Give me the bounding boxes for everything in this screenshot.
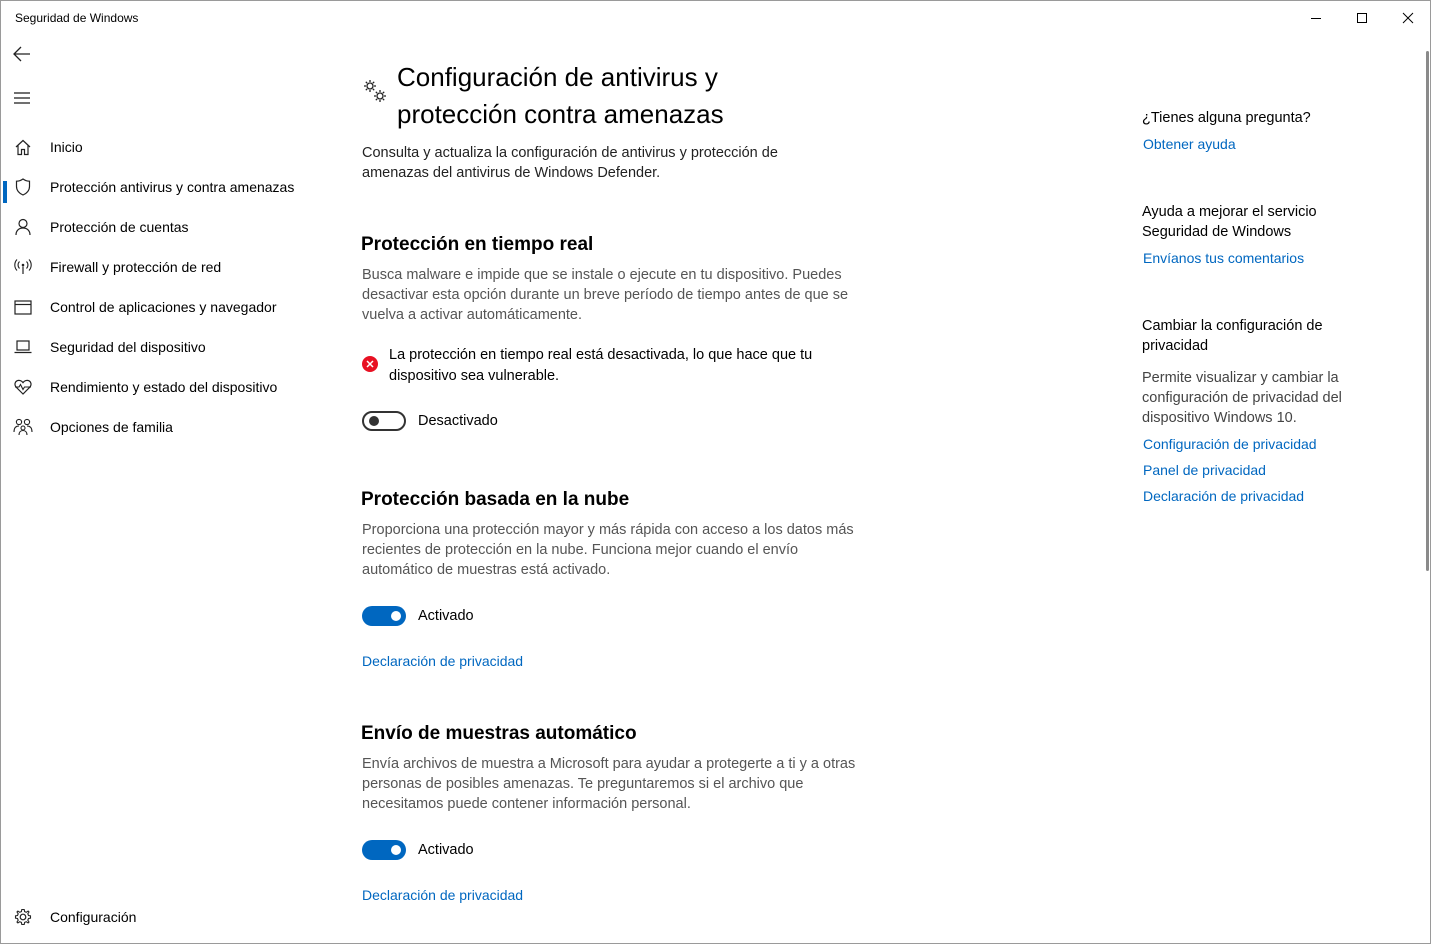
privacy-description: Permite visualizar y cambiar la configuración de privacidad del dispositivo Windows 10.	[1142, 370, 1342, 426]
back-button[interactable]	[9, 41, 35, 67]
minimize-button[interactable]	[1293, 1, 1339, 35]
page-title: Configuración de antivirus y protección contra amenazas	[397, 62, 724, 129]
heart-pulse-icon	[13, 378, 33, 396]
close-icon	[1402, 12, 1414, 24]
page-description: Consulta y actualiza la configuración de antivirus y protección de amenazas del antivirus de Windows Defender.	[362, 145, 778, 181]
realtime-toggle-label: Desactivado	[418, 413, 498, 429]
privacy-heading: Cambiar la configuración de privacidad	[1142, 318, 1323, 354]
improve-text: Ayuda a mejorar el servicio Seguridad de Windows	[1142, 204, 1317, 240]
privacy-dashboard-link[interactable]: Panel de privacidad	[1143, 462, 1266, 478]
hamburger-icon	[13, 91, 31, 105]
section-title-cloud: Protección basada en la nube	[361, 489, 630, 510]
sidebar-item-device-security[interactable]	[1, 327, 331, 367]
privacy-statement-link[interactable]: Declaración de privacidad	[1143, 488, 1305, 504]
warning-text: La protección en tiempo real está desactivada, lo que hace que tu dispositivo sea vulnerable.	[389, 347, 813, 384]
get-help-link[interactable]: Obtener ayuda	[1143, 136, 1236, 152]
toggle-knob	[369, 416, 379, 426]
section-description-cloud: Proporciona una protección mayor y más rápida con acceso a los datos más recientes de protección en la nube. Funciona mejor cuando el envío automático de muestras está activado.	[362, 522, 854, 578]
sidebar-item-cuentas[interactable]	[1, 207, 331, 247]
minimize-icon	[1310, 12, 1322, 24]
sidebar-item-label: Control de aplicaciones y navegador	[50, 299, 277, 315]
title-bar	[1, 1, 1430, 35]
samples-toggle-label: Activado	[418, 842, 474, 858]
realtime-protection-toggle[interactable]	[362, 411, 406, 431]
gears-icon	[361, 77, 389, 105]
maximize-button[interactable]	[1339, 1, 1385, 35]
sidebar-item-label: Protección antivirus y contra amenazas	[50, 179, 295, 195]
close-button[interactable]	[1385, 1, 1431, 35]
wifi-signal-icon	[13, 258, 33, 276]
selection-indicator	[3, 181, 7, 203]
sidebar-item-label: Opciones de familia	[50, 419, 173, 435]
shield-icon	[13, 178, 33, 196]
vertical-scrollbar[interactable]	[1424, 47, 1430, 927]
feedback-link[interactable]: Envíanos tus comentarios	[1143, 250, 1305, 266]
sidebar-item-label: Firewall y protección de red	[50, 259, 222, 275]
sidebar-item-inicio[interactable]	[1, 127, 331, 167]
section-title-samples: Envío de muestras automático	[361, 723, 637, 744]
toggle-knob	[391, 845, 401, 855]
help-question: ¿Tienes alguna pregunta?	[1142, 110, 1311, 126]
sidebar-item-label: Rendimiento y estado del dispositivo	[50, 379, 278, 395]
sidebar-item-label: Protección de cuentas	[50, 219, 189, 235]
app-title: Seguridad de Windows	[15, 11, 139, 25]
scrollbar-thumb[interactable]	[1426, 51, 1429, 571]
sidebar-item-label: Seguridad del dispositivo	[50, 339, 206, 355]
family-icon	[13, 418, 33, 436]
cloud-toggle-label: Activado	[418, 608, 474, 624]
app-window-icon	[13, 298, 33, 316]
hamburger-menu-button[interactable]	[9, 85, 35, 111]
toggle-knob	[391, 611, 401, 621]
cloud-privacy-link[interactable]: Declaración de privacidad	[362, 653, 524, 669]
laptop-icon	[13, 338, 33, 356]
privacy-settings-link[interactable]: Configuración de privacidad	[1143, 436, 1317, 452]
sidebar-item-label: Inicio	[50, 139, 83, 155]
cloud-protection-toggle[interactable]	[362, 606, 406, 626]
section-description-realtime: Busca malware e impide que se instale o ejecute en tu dispositivo. Puedes desactivar esta opción durante un breve período de tiempo antes de que se vuelva a activar automáticamente.	[362, 267, 849, 323]
maximize-icon	[1356, 12, 1368, 24]
section-title-realtime: Protección en tiempo real	[361, 234, 594, 255]
sidebar-item-performance[interactable]	[1, 367, 331, 407]
sidebar-item-app-control[interactable]	[1, 287, 331, 327]
sample-submission-toggle[interactable]	[362, 840, 406, 860]
back-arrow-icon	[13, 46, 31, 62]
sidebar-item-antivirus[interactable]	[1, 167, 331, 207]
home-icon	[13, 138, 33, 156]
sidebar-item-firewall[interactable]	[1, 247, 331, 287]
gear-icon	[13, 908, 33, 926]
sidebar-item-label: Configuración	[50, 909, 137, 925]
samples-privacy-link[interactable]: Declaración de privacidad	[362, 887, 524, 903]
person-icon	[13, 218, 33, 236]
error-x-icon	[362, 356, 378, 372]
section-description-samples: Envía archivos de muestra a Microsoft para ayudar a protegerte a ti y a otras personas de posibles amenazas. Te preguntaremos si el archivo que necesitamos puede contener información personal.	[362, 756, 856, 812]
sidebar-item-settings[interactable]	[1, 897, 331, 937]
sidebar-item-family[interactable]	[1, 407, 331, 447]
